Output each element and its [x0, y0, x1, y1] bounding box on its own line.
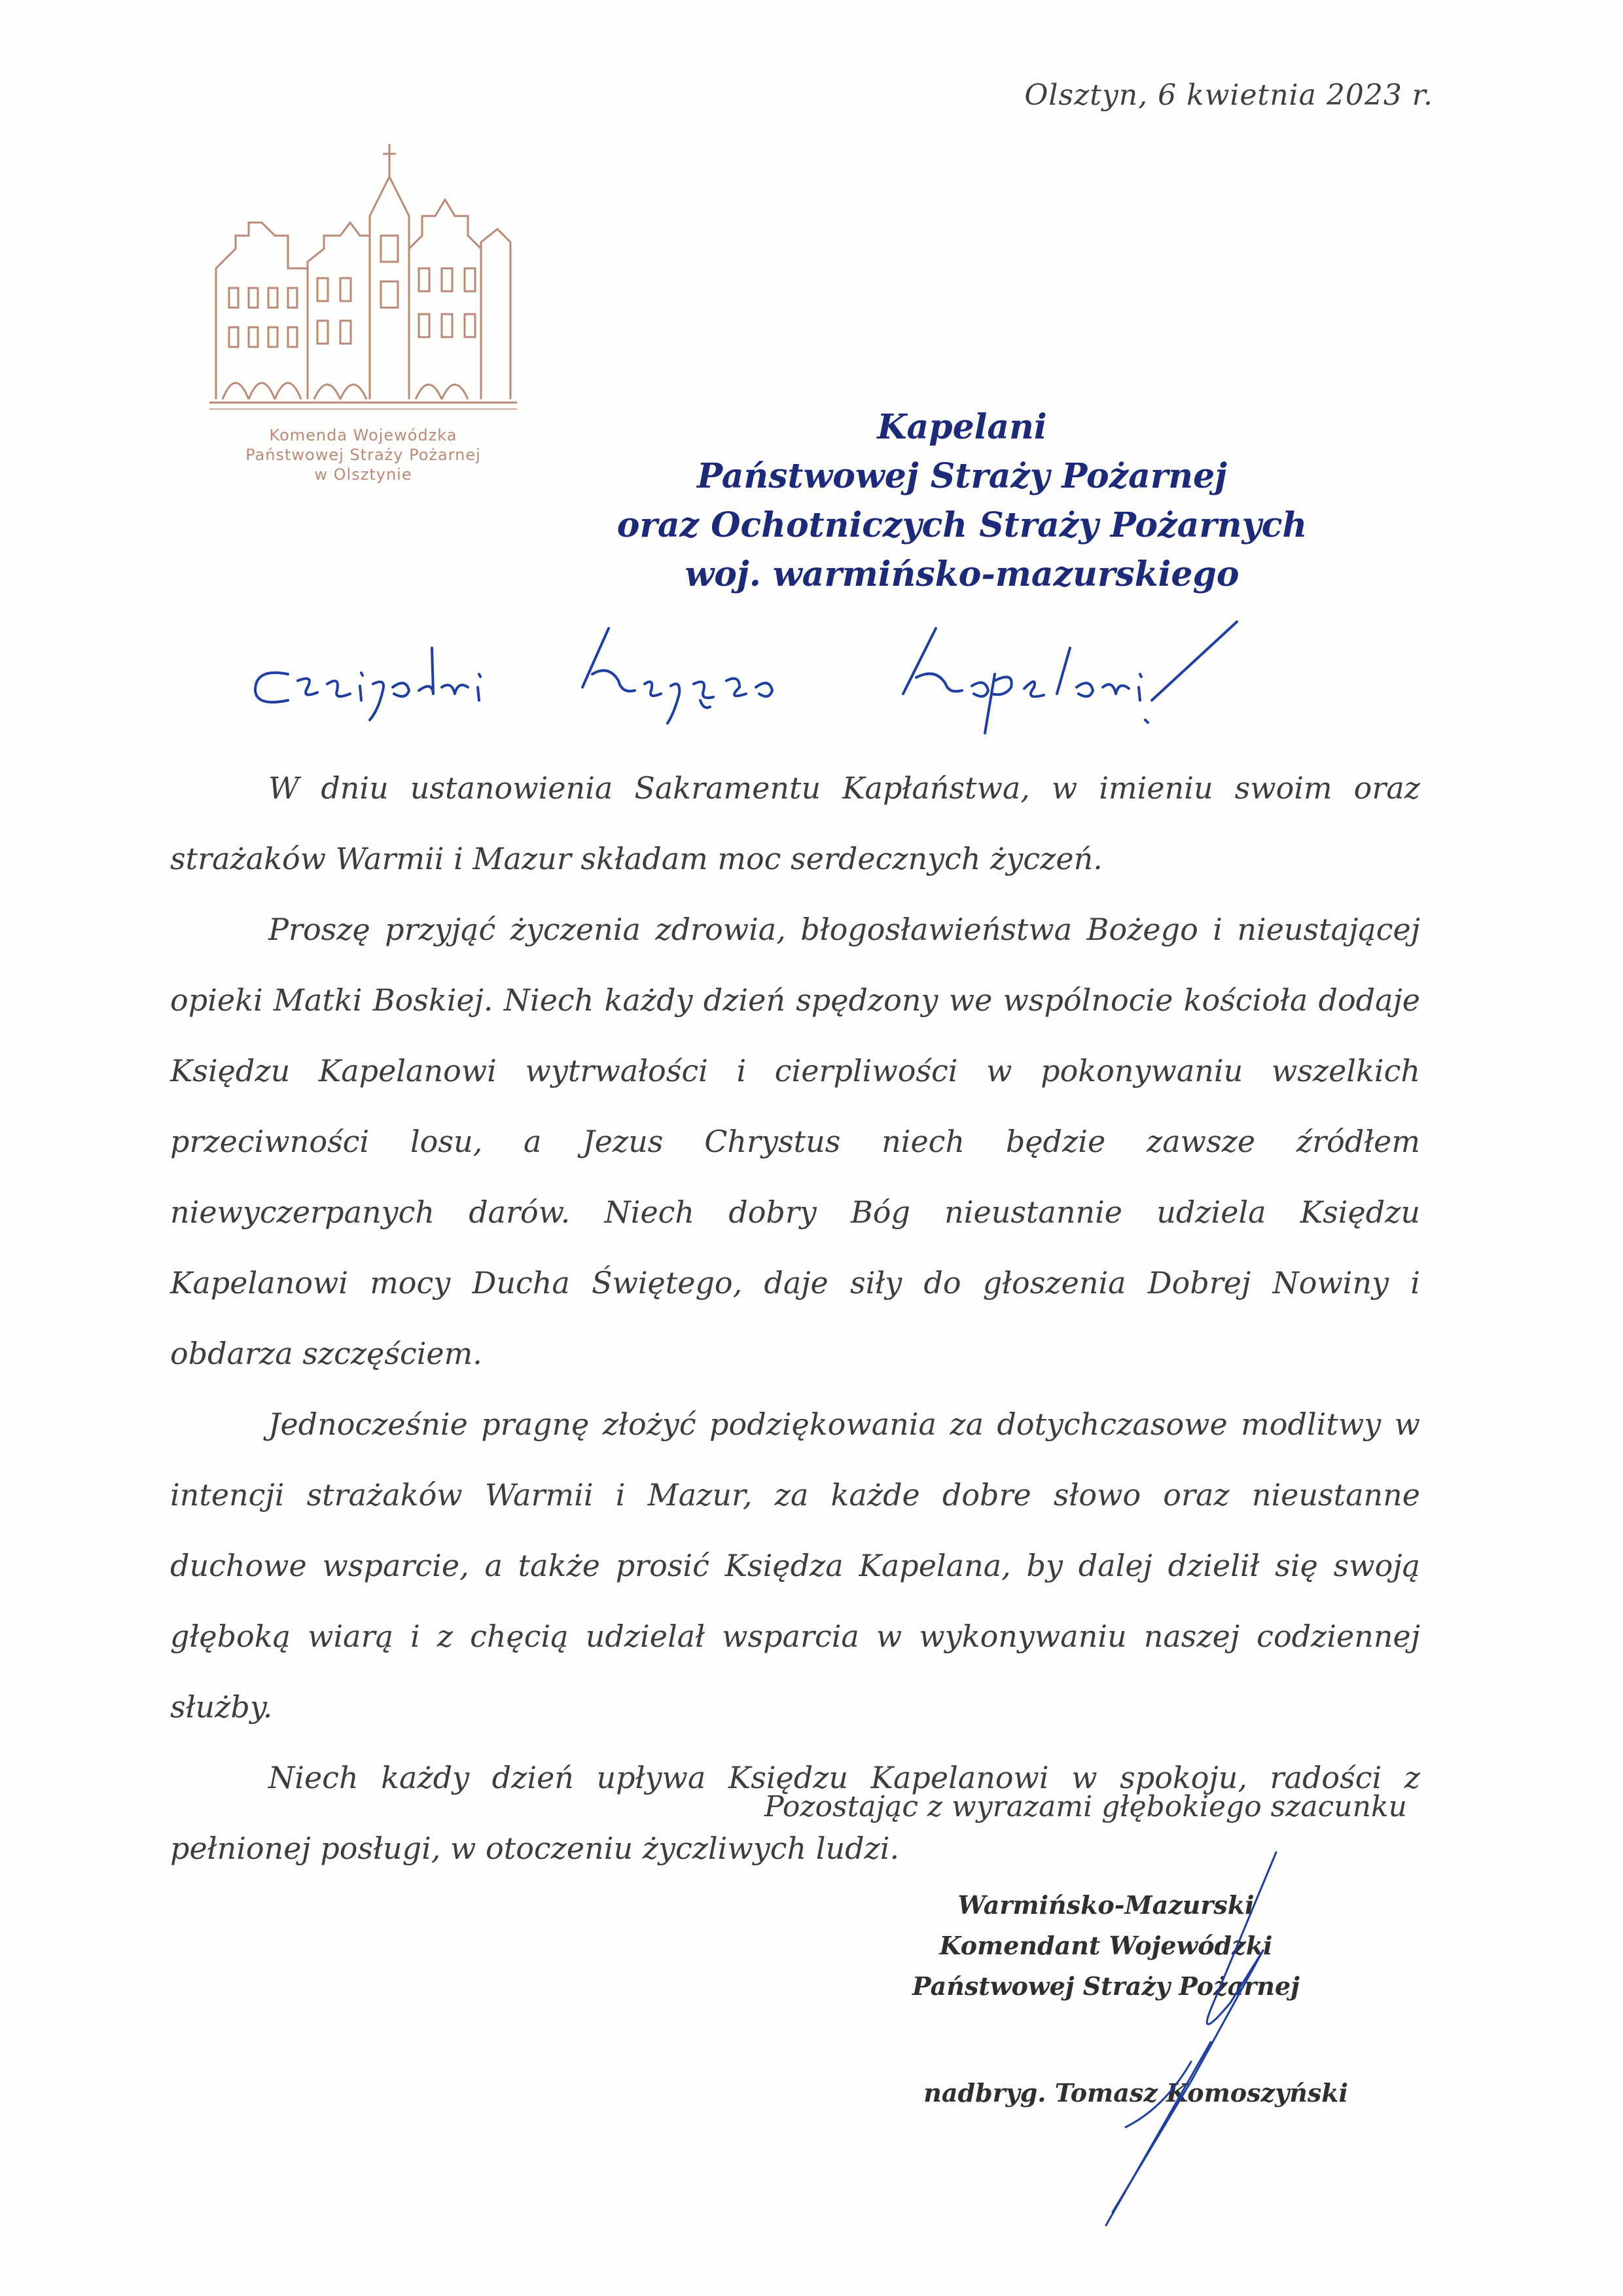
handwritten-signature: [995, 1846, 1361, 2238]
salutation-ink-strokes: [242, 602, 1486, 759]
emblem-caption: [209, 425, 517, 484]
recipient-block: [504, 403, 1420, 599]
recipient-line: woj. warmińsko-mazurskiego: [685, 554, 1240, 594]
headquarters-building-emblem: [209, 137, 517, 412]
recipient-line: Państwowej Straży Pożarnej: [697, 456, 1227, 496]
handwritten-salutation: [242, 602, 1486, 759]
signatory-line: Komendant Wojewódzki: [939, 1931, 1273, 1960]
signatory-line: Państwowej Straży Pożarnej: [912, 1971, 1300, 2001]
emblem-caption-line: Komenda Wojewódzka: [269, 426, 457, 444]
body-paragraph: Niech każdy dzień upływa Księdzu Kapelanowi w spokoju, radości z pełnionej posługi, w otoczeniu życzliwych ludzi.: [170, 1760, 1420, 1866]
recipient-line: Kapelani: [877, 407, 1047, 447]
emblem-caption-line: Państwowej Straży Pożarnej: [245, 446, 481, 464]
closing-phrase: Pozostając z wyrazami głębokiego szacunku: [764, 1790, 1407, 1823]
body-paragraph: Proszę przyjąć życzenia zdrowia, błogosławieństwa Bożego i nieustającej opieki Matki Boskiej. Niech każdy dzień spędzony we wspólnocie kościoła dodaje Księdzu Kapelanowi wytrwałości i cierpliwości w pokonywaniu wszelkich przeciwności losu, a Jezus Chrystus niech będzie zawsze źródłem niewyczerpanych darów. Niech dobry Bóg nieustannie udziela Księdzu Kapelanowi mocy Ducha Świętego, daje siły do głoszenia Dobrej Nowiny i obdarza szczęściem.: [170, 912, 1420, 1371]
body-paragraph: W dniu ustanowienia Sakramentu Kapłaństwa, w imieniu swoim oraz strażaków Warmii i Mazur składam moc serdecznych życzeń.: [170, 770, 1420, 876]
recipient-line: oraz Ochotniczych Straży Pożarnych: [616, 505, 1308, 545]
emblem-caption-line: w Olsztynie: [314, 465, 412, 484]
signatory-line: Warmińsko-Mazurski: [957, 1890, 1255, 1920]
signatory-name: nadbryg. Tomasz Komoszyński: [923, 2078, 1348, 2108]
body-paragraph: Jednocześnie pragnę złożyć podziękowania za dotychczasowe modlitwy w intencji strażaków Warmii i Mazur, za każde dobre słowo oraz nieustanne duchowe wsparcie, a także prosić Księdza Kapelana, by dalej dzielił się swoją głęboką wiarą i z chęcią udzielał wsparcia w wykonywaniu naszej codziennej służby.: [170, 1407, 1420, 1725]
letter-body: [170, 753, 1420, 1884]
letter-date: Olsztyn, 6 kwietnia 2023 r.: [1024, 79, 1433, 112]
